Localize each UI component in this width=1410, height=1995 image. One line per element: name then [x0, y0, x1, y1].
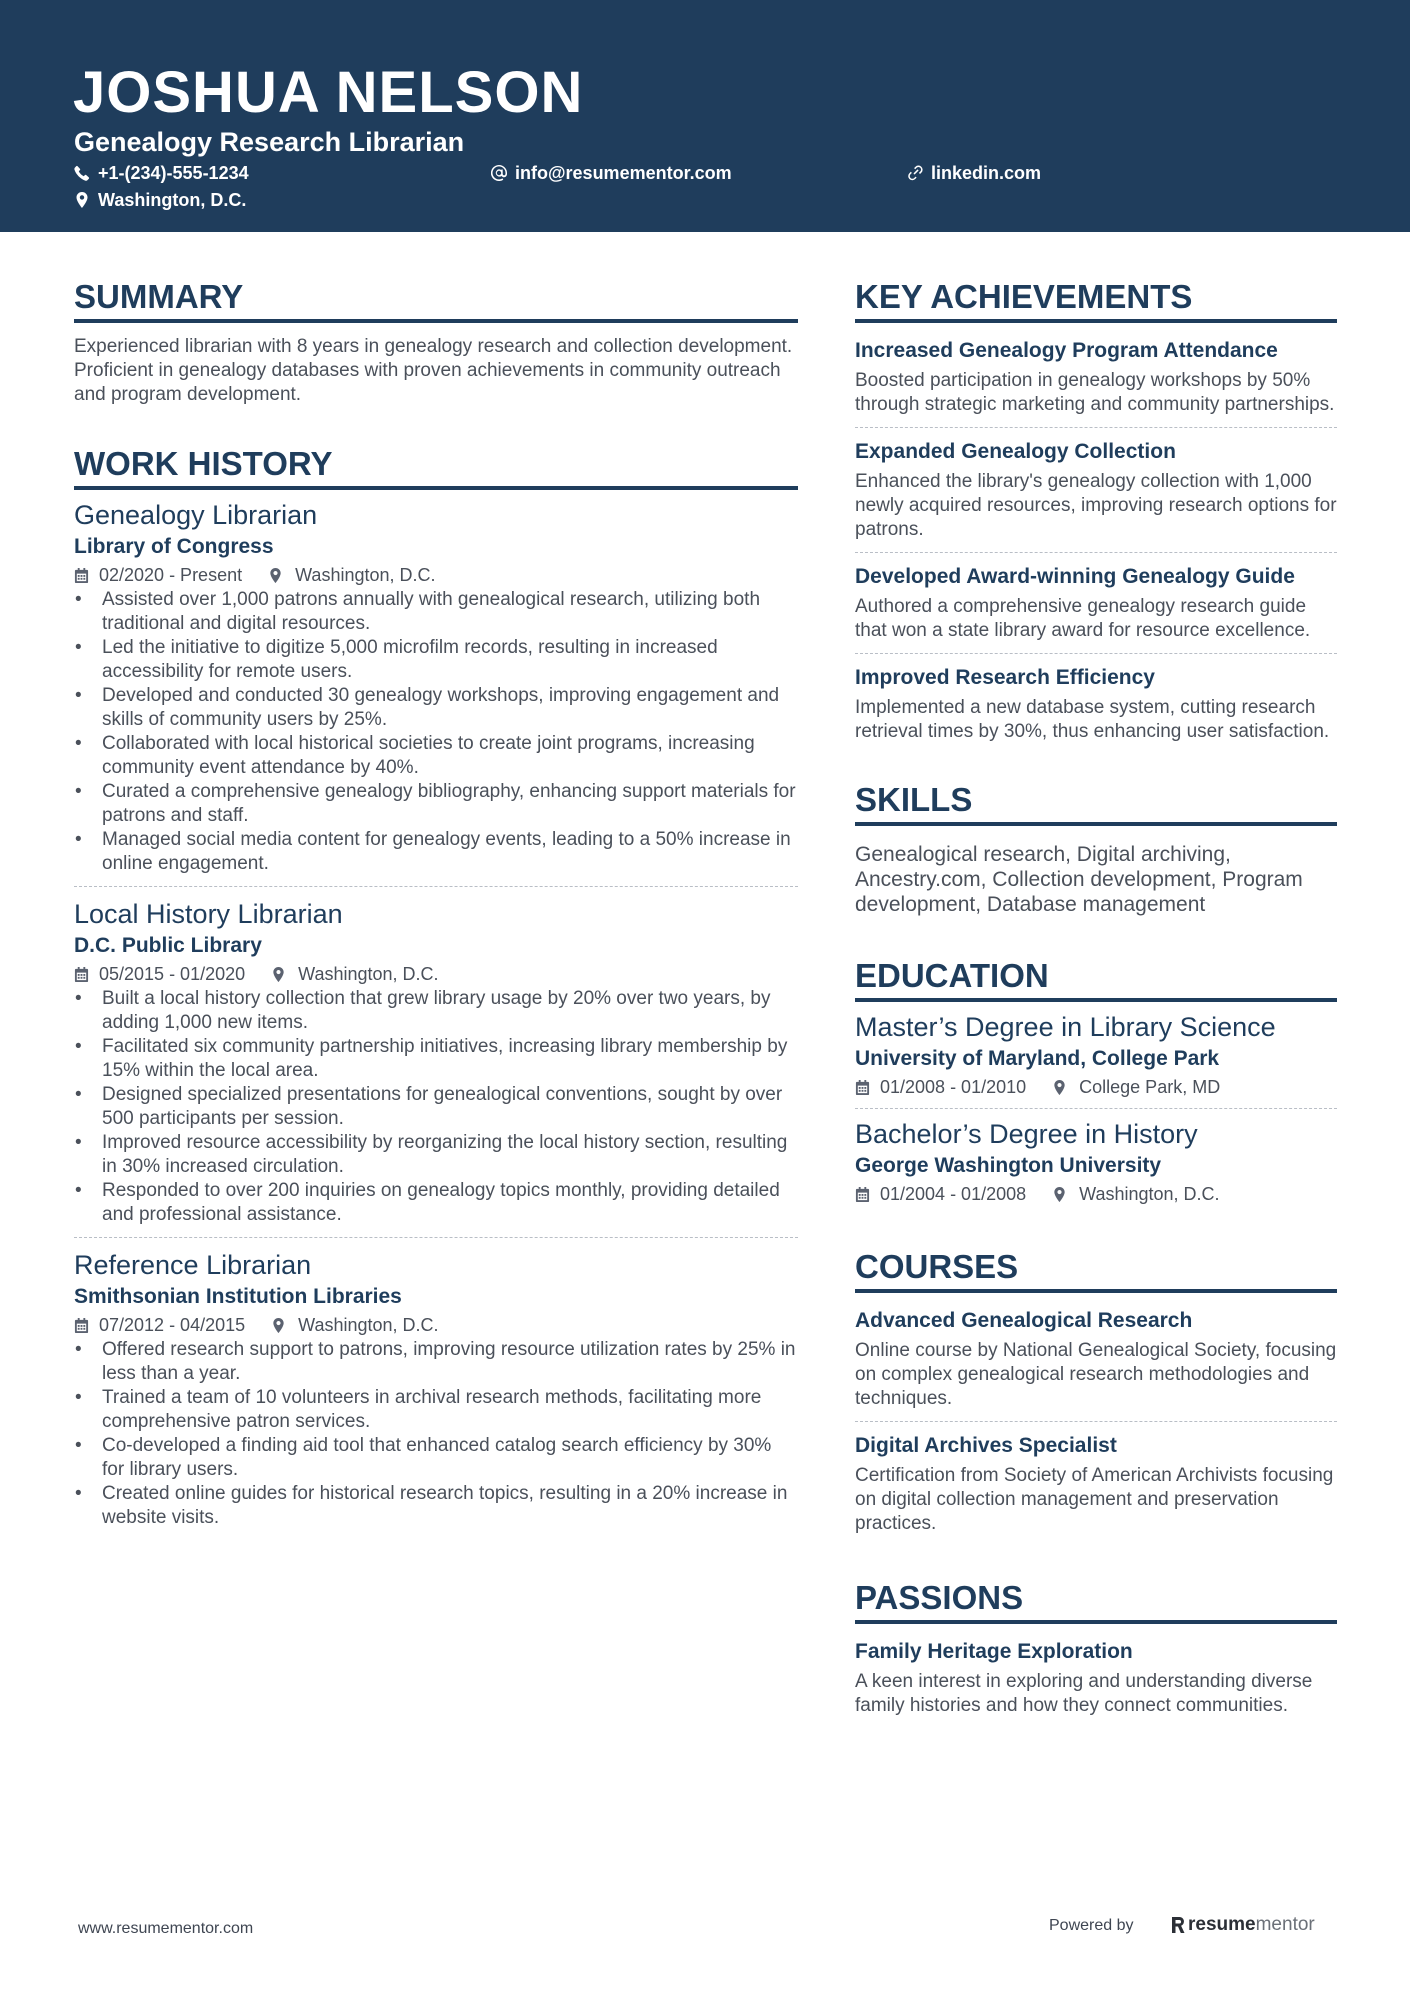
calendar-icon: [74, 1318, 89, 1333]
location-pin-icon: [1052, 1187, 1067, 1202]
resume-header: [0, 0, 1410, 232]
achievement-item-description: Boosted participation in genealogy workshops by 50% through strategic marketing and community partnerships.: [855, 370, 1335, 415]
location-text: Washington, D.C.: [298, 1315, 439, 1335]
resumementor-logo-icon: [1171, 1916, 1185, 1934]
achievement-item: [855, 653, 1337, 754]
date-range: 01/2008 - 01/2010: [880, 1077, 1027, 1097]
at-icon: [491, 165, 507, 181]
summary-section: [74, 277, 798, 407]
achievement-item-title: Developed Award-winning Genealogy Guide: [855, 565, 1295, 588]
calendar-icon: [855, 1080, 870, 1095]
phone-icon: [74, 165, 90, 181]
location-pin-icon: [271, 967, 286, 982]
skills-heading: SKILLS: [855, 780, 1337, 826]
passions-list: [855, 1636, 1337, 1728]
job-bullet: • Built a local history collection that grew library usage by 20% over two years, by adding 1,000 new items.: [102, 987, 798, 1035]
location-pin-icon: [268, 568, 283, 583]
candidate-name: JOSHUA NELSON: [73, 60, 584, 125]
date-range: 02/2020 - Present: [99, 565, 243, 585]
summary-heading: SUMMARY: [74, 277, 798, 323]
job-title: Local History Librarian: [74, 899, 343, 929]
school: George Washington University: [855, 1154, 1162, 1177]
achievement-item-description: Authored a comprehensive genealogy research guide that won a state library award for resource excellence.: [855, 596, 1311, 641]
job-entry: [74, 1237, 798, 1540]
job-bullet: • Assisted over 1,000 patrons annually with genealogical research, utilizing both traditional and digital resources.: [102, 588, 798, 636]
achievements-heading: KEY ACHIEVEMENTS: [855, 277, 1337, 323]
job-company: Library of Congress: [74, 535, 274, 558]
degree: Bachelor’s Degree in History: [855, 1119, 1198, 1149]
education-entry: [855, 1010, 1337, 1108]
location-text: Washington, D.C.: [1079, 1184, 1220, 1204]
education-heading: EDUCATION: [855, 956, 1337, 1002]
contact-linkedin: [907, 161, 1041, 185]
achievement-item-title: Improved Research Efficiency: [855, 666, 1155, 689]
location-pin-icon: [271, 1318, 286, 1333]
education-section: [855, 956, 1337, 1215]
date-range: 05/2015 - 01/2020: [99, 964, 246, 984]
job-bullet: • Developed and conducted 30 genealogy workshops, improving engagement and skills of community users by 25%.: [102, 684, 798, 732]
passion-item-description: A keen interest in exploring and understanding diverse family histories and how they connect communities.: [855, 1671, 1313, 1716]
dates-location: [855, 1181, 1337, 1207]
job-bullet: • Offered research support to patrons, improving resource utilization rates by 25% in less than a year.: [102, 1338, 798, 1386]
job-bullet: • Designed specialized presentations for genealogical conventions, sought by over 500 participants per session.: [102, 1083, 798, 1131]
course-item-description: Online course by National Genealogical Society, focusing on complex genealogical research methodologies and techniques.: [855, 1340, 1337, 1409]
achievement-item: [855, 427, 1337, 552]
calendar-icon: [74, 967, 89, 982]
course-item: [855, 1305, 1337, 1421]
date-range: 01/2004 - 01/2008: [880, 1184, 1027, 1204]
contact-phone: [74, 161, 249, 185]
achievements-list: [855, 335, 1337, 754]
job-bullet: • Collaborated with local historical societies to create joint programs, increasing community event attendance by 40%.: [102, 732, 798, 780]
location-pin-icon: [1052, 1080, 1067, 1095]
job-bullet: • Managed social media content for genealogy events, leading to a 50% increase in online engagement.: [102, 828, 798, 876]
location: [1052, 1181, 1219, 1207]
summary-text: Experienced librarian with 8 years in genealogy research and collection development. Proficient in genealogy databases with proven achievements in community outreach and program development.: [74, 336, 793, 405]
calendar-icon: [855, 1187, 870, 1202]
phone-text: +1-(234)-555-1234: [98, 163, 249, 183]
job-entry: [74, 498, 798, 886]
contact-email: [491, 161, 732, 185]
course-item-title: Advanced Genealogical Research: [855, 1309, 1193, 1332]
footer-powered-by: Powered by: [1049, 1917, 1134, 1934]
job-bullet: • Created online guides for historical research topics, resulting in a 20% increase in website visits.: [102, 1482, 798, 1530]
footer-website[interactable]: www.resumementor.com: [78, 1920, 254, 1937]
location-text: Washington, D.C.: [295, 565, 436, 585]
dates-location: [74, 562, 798, 588]
dates-location: [74, 961, 798, 987]
dates-location: [855, 1074, 1337, 1100]
course-item-title: Digital Archives Specialist: [855, 1434, 1117, 1457]
brand-text-light: mentor: [1255, 1914, 1315, 1935]
job-bullets: [74, 588, 798, 876]
job-entry: [74, 886, 798, 1237]
achievement-item-title: Expanded Genealogy Collection: [855, 440, 1176, 463]
courses-list: [855, 1305, 1337, 1546]
job-bullet: • Facilitated six community partnership initiatives, increasing library membership by 15% within the local area.: [102, 1035, 798, 1083]
footer-brand-logo[interactable]: [1171, 1914, 1315, 1936]
school: University of Maryland, College Park: [855, 1047, 1220, 1070]
achievement-item-description: Implemented a new database system, cutting research retrieval times by 30%, thus enhancing user satisfaction.: [855, 697, 1330, 742]
passions-section: [855, 1578, 1337, 1728]
contact-location: [74, 188, 246, 212]
course-item: [855, 1421, 1337, 1546]
job-bullet: • Improved resource accessibility by reorganizing the local history section, resulting in 30% increased circulation.: [102, 1131, 798, 1179]
job-bullet: • Trained a team of 10 volunteers in archival research methods, facilitating more comprehensive patron services.: [102, 1386, 798, 1434]
work-history-heading: WORK HISTORY: [74, 444, 798, 490]
location-text: College Park, MD: [1079, 1077, 1221, 1097]
brand-text-bold: resume: [1188, 1914, 1256, 1935]
right-column: [855, 277, 1337, 1728]
linkedin-text: linkedin.com: [931, 163, 1042, 183]
education-list: [855, 1010, 1337, 1215]
courses-section: [855, 1247, 1337, 1546]
achievement-item: [855, 552, 1337, 653]
location-text: Washington, D.C.: [298, 964, 439, 984]
location-text: Washington, D.C.: [98, 190, 247, 210]
dates-location: [74, 1312, 798, 1338]
degree: Master’s Degree in Library Science: [855, 1012, 1276, 1042]
achievement-item-description: Enhanced the library's genealogy collection with 1,000 newly acquired resources, improving research options for patrons.: [855, 471, 1337, 540]
skills-section: [855, 780, 1337, 917]
job-title: Genealogy Librarian: [74, 500, 318, 530]
left-column: [74, 277, 798, 1540]
course-item-description: Certification from Society of American Archivists focusing on digital collection management and preservation practices.: [855, 1465, 1334, 1534]
achievement-item-title: Increased Genealogy Program Attendance: [855, 339, 1278, 362]
link-icon: [907, 165, 923, 181]
job-bullet: • Curated a comprehensive genealogy bibliography, enhancing support materials for patrons and staff.: [102, 780, 798, 828]
location: [271, 961, 438, 987]
job-bullet: • Co-developed a finding aid tool that enhanced catalog search efficiency by 30% for library users.: [102, 1434, 798, 1482]
job-bullets: [74, 987, 798, 1227]
location: [1052, 1074, 1220, 1100]
jobs-list: [74, 498, 798, 1540]
courses-heading: COURSES: [855, 1247, 1337, 1293]
job-bullet: • Responded to over 200 inquiries on genealogy topics monthly, providing detailed and professional assistance.: [102, 1179, 798, 1227]
location: [271, 1312, 438, 1338]
date-range: 07/2012 - 04/2015: [99, 1315, 246, 1335]
achievements-section: [855, 277, 1337, 754]
education-entry: [855, 1108, 1337, 1215]
location: [268, 562, 435, 588]
location-pin-icon: [74, 192, 90, 208]
passion-item-title: Family Heritage Exploration: [855, 1640, 1133, 1663]
job-bullet: • Led the initiative to digitize 5,000 microfilm records, resulting in increased accessibility for remote users.: [102, 636, 798, 684]
work-history-section: [74, 444, 798, 1540]
job-company: Smithsonian Institution Libraries: [74, 1285, 402, 1308]
calendar-icon: [74, 568, 89, 583]
achievement-item: [855, 335, 1337, 427]
passion-item: [855, 1636, 1337, 1728]
candidate-title: Genealogy Research Librarian: [74, 127, 465, 157]
skills-text: Genealogical research, Digital archiving, Ancestry.com, Collection development, Program development, Database management: [855, 843, 1303, 916]
job-company: D.C. Public Library: [74, 934, 262, 957]
passions-heading: PASSIONS: [855, 1578, 1337, 1624]
job-title: Reference Librarian: [74, 1250, 312, 1280]
email-text: info@resumementor.com: [515, 163, 732, 183]
job-bullets: [74, 1338, 798, 1530]
